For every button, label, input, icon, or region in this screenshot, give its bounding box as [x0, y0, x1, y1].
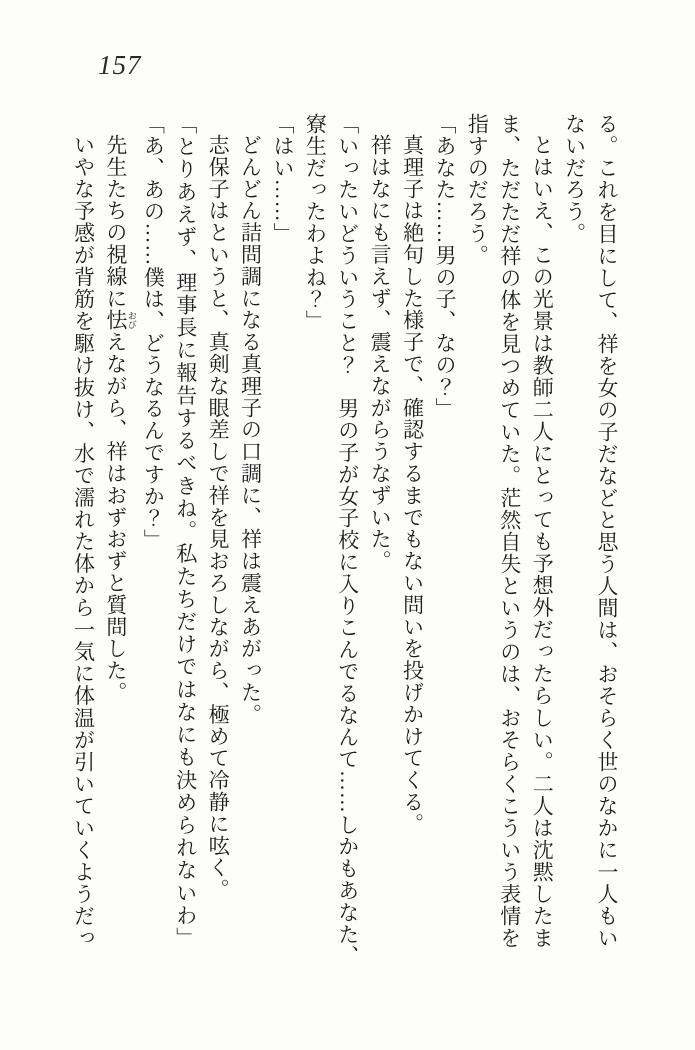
text-line: 「あなた……男の子、なの？」: [432, 113, 457, 420]
text-line: いやな予感が背筋を駆け抜け、水で濡れた体から一気に体温が引いていくようだっ: [71, 134, 96, 949]
ruby-base: 怯: [103, 309, 128, 332]
text-line: 志保子はというと、真剣な眼差しで祥を見おろしながら、極めて冷静に呟く。: [206, 134, 231, 901]
furigana-ruby: [103, 309, 137, 332]
text-line: る。これを目にして、祥を女の子だなどと思う人間は、おそらく世のなかに一人もい: [595, 113, 619, 949]
text-line: 「とりあえず、理事長に報告するべきね。私たちだけではなにも決められないわ」: [173, 113, 198, 949]
text-line: 「いったいどういうこと？ 男の子が女子校に入りこんでるなんて……しかもあなた、: [335, 113, 360, 968]
text-line: 寮生だったわよね？」: [303, 113, 328, 332]
text-line: とはいえ、この光景は教師二人にとっても予想外だったらしい。二人は沈黙したま: [530, 134, 555, 949]
text-line: 「はい……」: [270, 113, 295, 245]
page-number: 157: [98, 50, 142, 80]
ruby-text: おび: [126, 309, 137, 332]
text-line: ま、ただただ祥の体を見つめていた。茫然自失というのは、おそらくこういう表情を: [497, 113, 522, 949]
text-segment: 先生たちの視線に: [103, 134, 128, 310]
text-line: 指すのだろう。: [465, 113, 490, 267]
text-line: 祥はなにも言えず、震えながらうなずいた。: [368, 134, 393, 572]
text-line: どんどん詰問調になる真理子の口調に、祥は震えあがった。: [238, 134, 263, 726]
text-line: 真理子は絶句した様子で、確認するまでもない問いを投げかけてくる。: [400, 134, 425, 835]
text-segment: えながら、祥はおずおずと質問した。: [103, 331, 128, 704]
text-line: [100, 113, 137, 949]
text-line: 「あ、あの……僕は、どうなるんですか？」: [141, 113, 166, 551]
text-line: ないだろう。: [562, 113, 587, 245]
text-block: [67, 113, 623, 968]
